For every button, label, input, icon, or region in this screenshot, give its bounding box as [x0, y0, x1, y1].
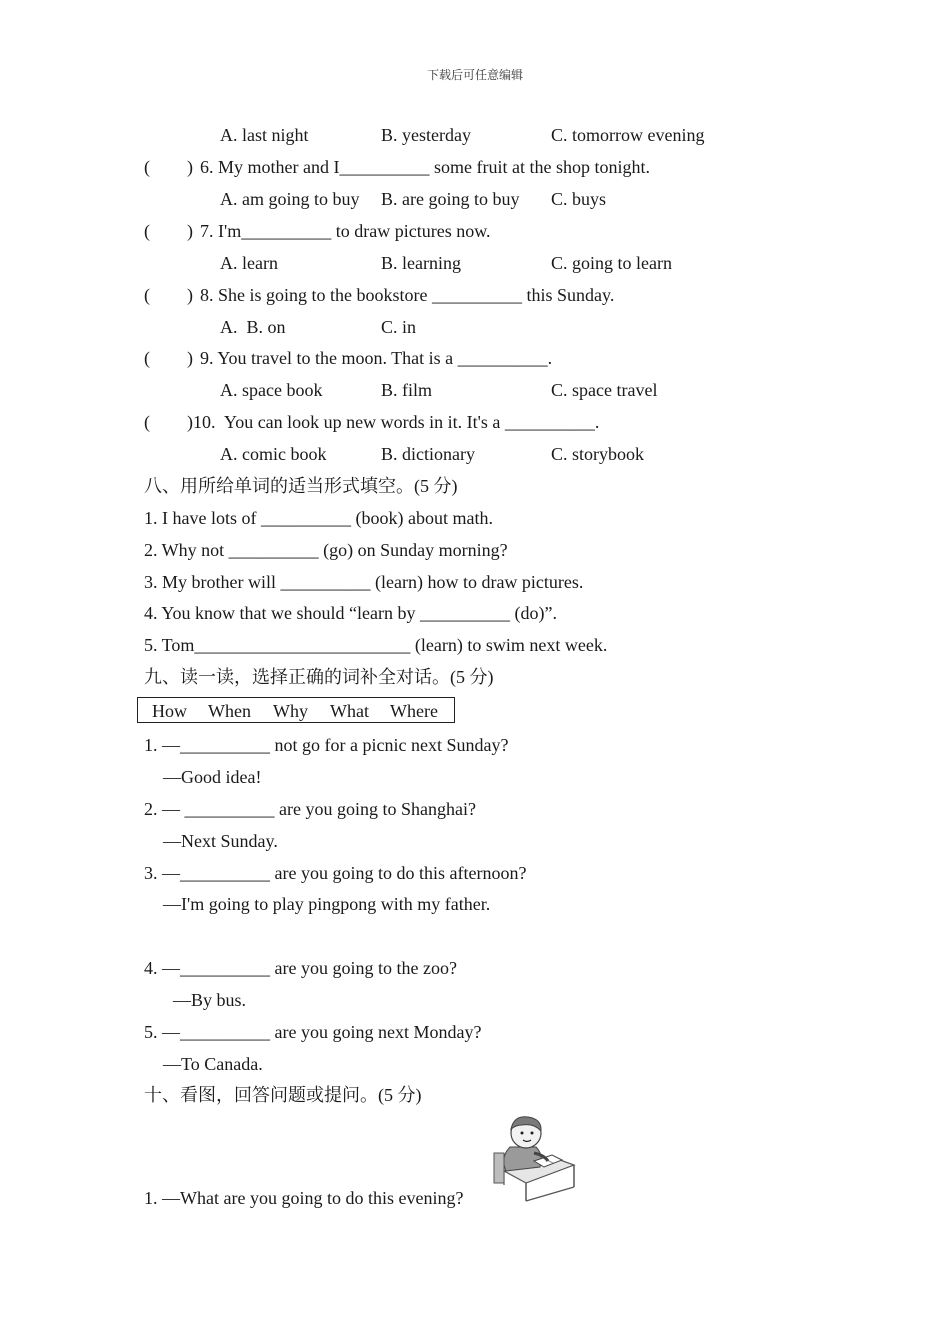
- section-8-item-1: 1. I have lots of __________ (book) about math.: [144, 508, 493, 528]
- q7-option-c: C. going to learn: [551, 253, 672, 273]
- q5-option-c: C. tomorrow evening: [551, 125, 705, 145]
- q8-option-ab: A. B. on: [220, 317, 286, 337]
- dialogue-4-question: 4. —__________ are you going to the zoo?: [144, 958, 457, 978]
- word-bank-word: Where: [390, 701, 438, 721]
- q10-option-a: A. comic book: [220, 444, 327, 464]
- section-8-item-3: 3. My brother will __________ (learn) how to draw pictures.: [144, 572, 584, 592]
- section-8-item-2: 2. Why not __________ (go) on Sunday morning?: [144, 540, 508, 560]
- section-8-item-4: 4. You know that we should “learn by __________ (do)”.: [144, 603, 557, 623]
- word-bank-word: How: [152, 701, 187, 721]
- answer-paren-open: (: [144, 348, 150, 368]
- q8-option-c: C. in: [381, 317, 417, 337]
- question-9: 9. You travel to the moon. That is a __________.: [200, 348, 553, 368]
- page-header: 下载后可任意编辑: [426, 68, 523, 82]
- section-10-question-1: 1. —What are you going to do this evening?: [144, 1188, 464, 1208]
- answer-paren-open: (: [144, 285, 150, 305]
- dialogue-1-answer: —Good idea!: [163, 767, 262, 787]
- answer-paren-close-number: )10.: [187, 412, 216, 432]
- q5-option-b: B. yesterday: [381, 125, 471, 145]
- section-8-item-5: 5. Tom________________________ (learn) to swim next week.: [144, 635, 608, 655]
- answer-paren-open: (: [144, 157, 150, 177]
- q7-option-a: A. learn: [220, 253, 278, 273]
- question-6: 6. My mother and I__________ some fruit at the shop tonight.: [200, 157, 650, 177]
- word-bank-word: Why: [273, 701, 308, 721]
- word-bank-box: [137, 697, 455, 723]
- word-bank-word: What: [330, 701, 369, 721]
- answer-paren-close: ): [187, 285, 193, 305]
- dialogue-2-answer: —Next Sunday.: [163, 831, 278, 851]
- q6-option-c: C. buys: [551, 189, 607, 209]
- boy-reading-picture: [490, 1113, 576, 1205]
- section-10-title: 十、看图，回答问题或提问。(5 分): [144, 1085, 422, 1105]
- answer-paren-close: ): [187, 157, 193, 177]
- dialogue-5-answer: —To Canada.: [163, 1054, 263, 1074]
- dialogue-2-question: 2. — __________ are you going to Shanghai?: [144, 799, 476, 819]
- question-8: 8. She is going to the bookstore __________ this Sunday.: [200, 285, 615, 305]
- dialogue-4-answer: —By bus.: [173, 990, 247, 1010]
- question-10: You can look up new words in it. It's a __________.: [224, 412, 600, 432]
- answer-paren-open: (: [144, 412, 150, 432]
- dialogue-3-answer: —I'm going to play pingpong with my father.: [163, 894, 491, 914]
- q10-option-c: C. storybook: [551, 444, 645, 464]
- section-9-title: 九、读一读，选择正确的词补全对话。(5 分): [144, 667, 494, 687]
- q9-option-a: A. space book: [220, 380, 323, 400]
- q7-option-b: B. learning: [381, 253, 461, 273]
- q6-option-a: A. am going to buy: [220, 189, 360, 209]
- q5-option-a: A. last night: [220, 125, 309, 145]
- dialogue-1-question: 1. —__________ not go for a picnic next Sunday?: [144, 735, 509, 755]
- q10-option-b: B. dictionary: [381, 444, 475, 464]
- answer-paren-open: (: [144, 221, 150, 241]
- dialogue-5-question: 5. —__________ are you going next Monday?: [144, 1022, 482, 1042]
- word-bank-word: When: [208, 701, 251, 721]
- q6-option-b: B. are going to buy: [381, 189, 520, 209]
- dialogue-3-question: 3. —__________ are you going to do this afternoon?: [144, 863, 527, 883]
- q9-option-c: C. space travel: [551, 380, 658, 400]
- answer-paren-close: ): [187, 221, 193, 241]
- answer-paren-close: ): [187, 348, 193, 368]
- q9-option-b: B. film: [381, 380, 433, 400]
- section-8-title: 八、用所给单词的适当形式填空。(5 分): [144, 476, 458, 496]
- question-7: 7. I'm__________ to draw pictures now.: [200, 221, 491, 241]
